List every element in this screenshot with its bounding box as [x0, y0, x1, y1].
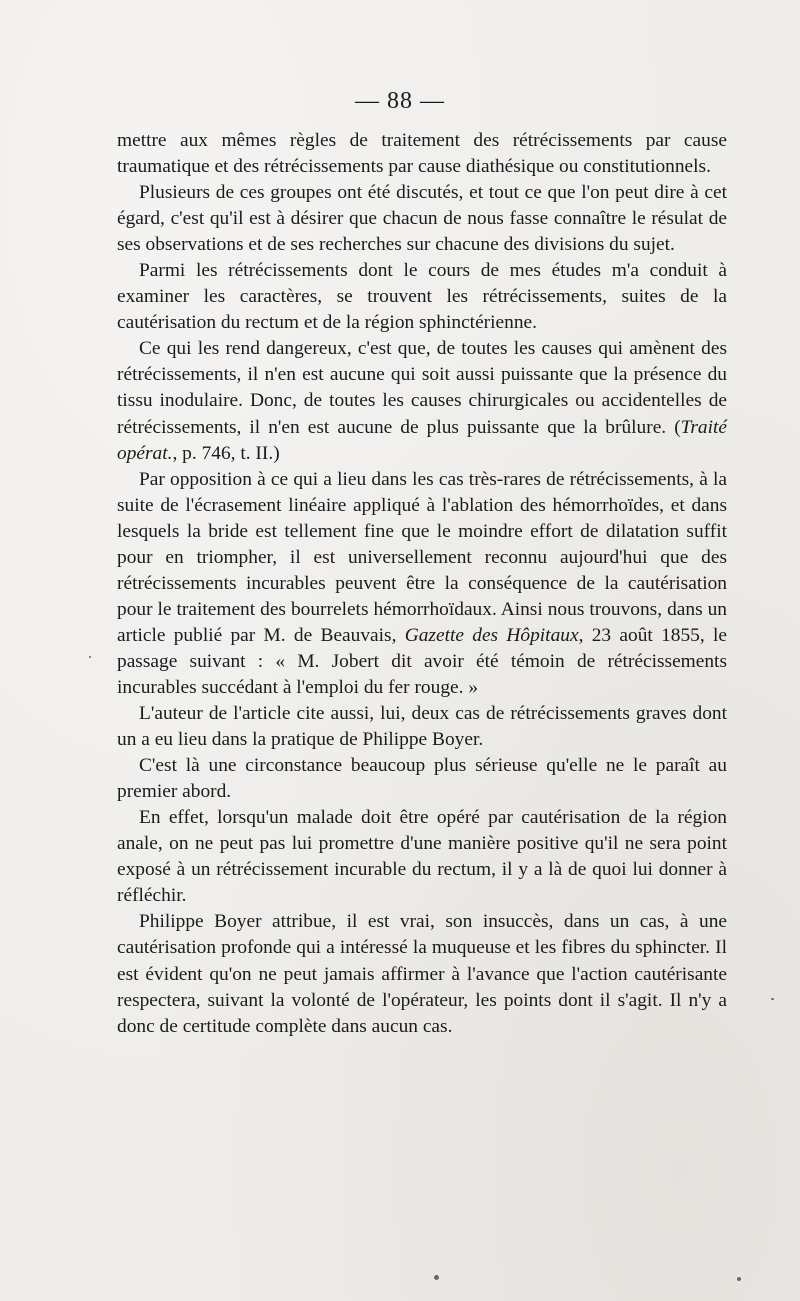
- paragraph-text: , p. 746, t. II.): [172, 442, 280, 464]
- paragraph: C'est là une circonstance beaucoup plus sérieuse qu'elle ne le paraît au premier abord.: [117, 755, 727, 803]
- paragraph: mettre aux mêmes règles de traitement des rétrécissements par cause traumatique et des rétrécissements par cause diathésique ou constitutionnels.: [117, 130, 727, 178]
- paragraph: [117, 336, 727, 466]
- paper-speck: [737, 1277, 741, 1281]
- journal-title: Gazette des Hôpitaux: [404, 624, 579, 646]
- paragraph: En effet, lorsqu'un malade doit être opéré par cautérisation de la région anale, on ne peut pas lui promettre d'une manière positive qu'il ne sera point exposé à un rétrécissement incurable du rectum, il y a là de quoi lui donner à réfléchir.: [117, 807, 727, 907]
- paper-speck: [771, 998, 774, 1000]
- paragraph: Plusieurs de ces groupes ont été discutés, et tout ce que l'on peut dire à cet égard, c'est qu'il est à désirer que chacun de nous fasse connaître le résulat de ses observations et de ses recherches sur chacune des divisions du sujet.: [117, 182, 727, 256]
- paragraph: Parmi les rétrécissements dont le cours de mes études m'a conduit à examiner les caractères, se trouvent les rétrécissements, suites de la cautérisation du rectum et de la région sphinctérienne.: [117, 260, 727, 334]
- paragraph-text: Ce qui les rend dangereux, c'est que, de toutes les causes qui amènent des rétrécissements, il n'en est aucune qui soit aussi puissante que la présence du tissu inodulaire. Donc, de toutes les causes chirurgicales ou accidentelles de rétrécissements, il n'en est aucune de plus puissante que la brûlure. (: [117, 338, 727, 438]
- page-number: — 88 —: [355, 88, 445, 114]
- paragraph: Philippe Boyer attribue, il est vrai, son insuccès, dans un cas, à une cautérisation profonde qui a intéressé la muqueuse et les fibres du sphincter. Il est évident qu'on ne peut jamais affirmer à l'avance que l'action cautérisante respectera, suivant la volonté de l'opérateur, les points dont il s'agit. Il n'y a donc de certitude complète dans aucun cas.: [117, 911, 727, 1037]
- paper-speck: [89, 656, 91, 658]
- body-text: [117, 128, 727, 1040]
- paragraph-text: Par opposition à ce qui a lieu dans les cas très-rares de rétrécissements, à la suite de l'écrasement linéaire appliqué à l'ablation des hémorrhoïdes, et dans lesquels la bride est tellement fine que le moindre effort de dilatation suffit pour en triompher, il est universellement reconnu aujourd'hui que des rétrécissements incurables peuvent être la conséquence de la cautérisation pour le traitement des bourrelets hémorrhoïdaux. Ainsi nous trouvons, dans un article publié par M. de Beauvais,: [117, 468, 727, 646]
- paper-speck: [434, 1275, 439, 1280]
- citation-title: Traité opérat.: [117, 416, 727, 464]
- paragraph-text: , 23 août 1855, le passage suivant : « M. Jobert dit avoir été témoin de rétrécissements incurables succédant à l'emploi du fer rouge. »: [117, 624, 727, 698]
- paragraph: [117, 467, 727, 701]
- paragraph: L'auteur de l'article cite aussi, lui, deux cas de rétrécissements graves dont un a eu lieu dans la pratique de Philippe Boyer.: [117, 703, 727, 751]
